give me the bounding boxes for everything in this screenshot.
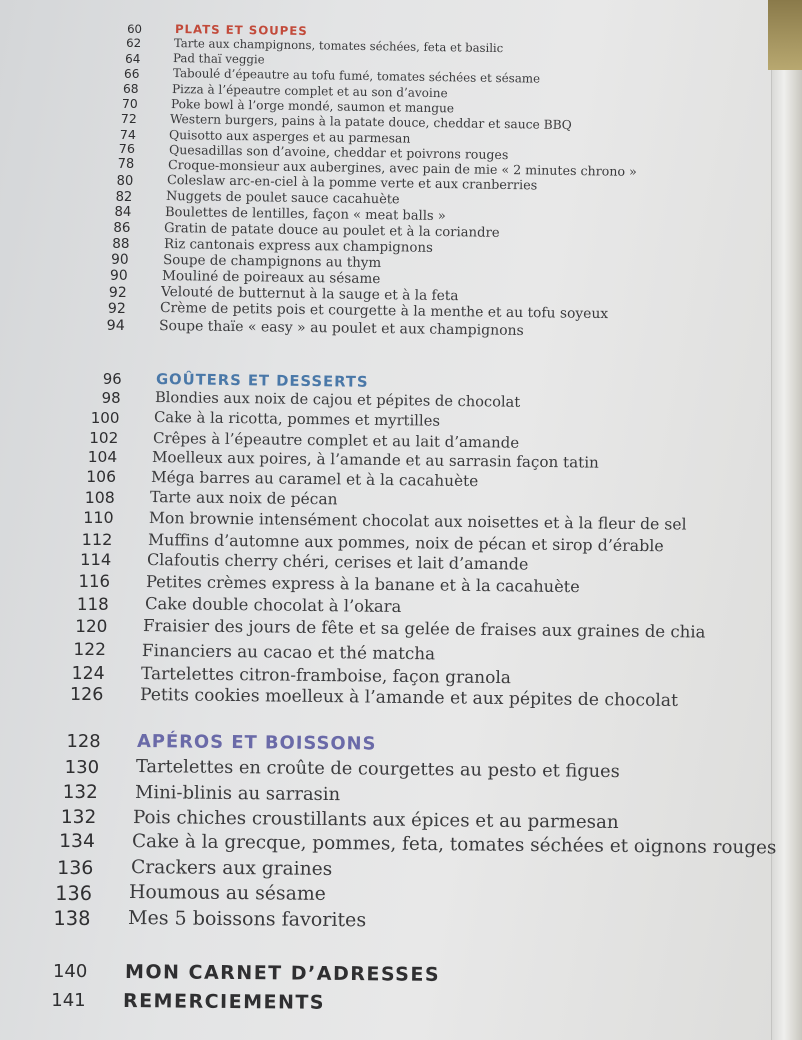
page-number: 136 [57,856,94,879]
recipe-title: Fraisier des jours de fête et sa gelée de fraises aux graines de chia [143,615,707,642]
page-number: 118 [76,593,109,614]
recipe-title: Soupe de champignons au thym [162,253,382,272]
section-heading: MON CARNET D’ADRESSES [124,961,441,987]
recipe-title: Muffins d’automne aux pommes, noix de pécan et sirop d’érable [147,530,664,556]
toc-entry [0,784,780,809]
toc-entry [0,806,780,834]
page-number: 70 [121,96,138,111]
toc-entry [0,593,780,619]
page-number: 134 [59,830,95,852]
toc-entry [0,510,780,532]
toc-entry [0,687,780,711]
recipe-title: Crêpes à l’épeautre complet et au lait d’amande [153,428,520,452]
recipe-title: Tarte aux champignons, tomates séchées, feta et basilic [174,36,504,56]
toc-entry [0,38,780,54]
page-number: 94 [106,317,125,334]
recipe-title: Mon brownie intensément chocolat aux noisettes et à la fleur de sel [149,508,687,534]
recipe-title: Petites crèmes express à la banane et à la cacahuète [145,571,580,597]
page-number: 78 [117,156,135,172]
page-number: 132 [60,806,97,828]
recipe-title: Cake à la ricotta, pommes et myrtilles [154,408,441,430]
recipe-title: Pizza à l’épeautre complet et au son d’avoine [171,81,448,101]
toc-entry [0,532,780,554]
recipe-title: Mini-blinis au sarrasin [134,782,340,806]
page-number: 130 [64,757,100,779]
page-number: 108 [84,488,115,508]
toc-entry [0,490,780,512]
section-heading: GOÛTERS ET DESSERTS [156,370,370,391]
recipe-title: Clafoutis cherry chéri, cerises et lait d’amande [146,549,529,574]
page-number: 102 [89,428,119,447]
toc-entry [0,319,780,339]
recipe-title: Crème de petits pois et courgette à la menthe et au tofu soyeux [160,300,609,323]
recipe-title: Velouté de butternut à la sauge et à la feta [160,284,459,305]
page-number: 76 [118,141,136,157]
page-number: 64 [125,52,141,67]
page-number: 92 [107,301,126,318]
closing-row [0,963,780,990]
page-number: 120 [75,615,108,636]
recipe-title: Financiers au cacao et thé matcha [142,639,436,663]
page-number: 124 [71,663,105,684]
recipe-title: Soupe thaïe « easy » au poulet et aux champignons [159,317,525,339]
page-number: 138 [53,907,91,931]
page-number: 128 [66,731,101,753]
page-number: 140 [52,961,88,983]
page-number: 100 [90,408,120,427]
recipe-title: Blondies aux noix de cajou et pépites de chocolat [155,388,521,411]
toc-entry [0,881,780,910]
page-number: 132 [62,782,98,803]
recipe-title: Quesadillas son d’avoine, cheddar et poivrons rouges [168,141,509,162]
recipe-title: Mes 5 boissons favorites [127,907,367,932]
recipe-title: Riz cantonais express aux champignons [163,237,433,257]
closing-row [0,992,780,1020]
page-number: 68 [122,81,139,96]
page-number: 112 [81,530,113,550]
page-number: 60 [127,22,142,37]
recipe-title: Moelleux aux poires, à l’amande et au sarrasin façon tatin [152,448,600,473]
toc-entry [0,470,780,491]
recipe-title: Coleslaw arc-en-ciel à la pomme verte et aux cranberries [166,172,538,194]
page-number: 82 [115,189,133,205]
recipe-title: Tartelettes citron-framboise, façon granola [140,663,511,688]
page-number: 90 [110,268,128,285]
toc-entry [0,428,780,452]
toc-entry [0,856,780,885]
toc-entry [0,615,780,642]
page-number: 114 [80,549,112,569]
recipe-title: Crackers aux graines [130,856,332,880]
toc-entry [0,549,780,574]
recipe-title: Cake à la grecque, pommes, feta, tomates séchées et oignons rouges [131,830,777,859]
recipe-title: Taboulé d’épeautre au tofu fumé, tomates séchées et sésame [172,66,540,86]
section-heading: PLATS ET SOUPES [174,22,308,39]
page-number: 84 [114,205,132,221]
toc-entry [0,450,780,471]
page-number: 98 [101,388,121,407]
recipe-title: Boulettes de lentilles, façon « meat balls » [165,205,447,225]
recipe-title: Nuggets de poulet sauce cacahuète [166,188,400,207]
recipe-title: Méga barres au caramel et à la cacahuète [151,468,479,491]
recipe-title: Quisotto aux asperges et au parmesan [169,126,411,146]
recipe-title: Tartelettes en croûte de courgettes au pesto et figues [135,757,620,783]
page-number: 86 [113,221,131,237]
recipe-title: Western burgers, pains à la patate douce, cheddar et sauce BBQ [170,111,573,132]
page-number: 92 [108,285,127,302]
toc-entry [0,830,780,859]
toc-entry [0,639,780,665]
page-number: 88 [112,236,130,253]
page-number: 74 [119,126,136,142]
section-heading: APÉROS ET BOISSONS [137,731,377,755]
page-number: 126 [69,685,104,706]
recipe-title: Pad thaï veggie [173,51,266,67]
toc-entry [0,663,780,690]
page-number: 110 [83,508,114,528]
page-number: 136 [55,881,92,905]
recipe-title: Houmous au sésame [129,881,327,905]
recipe-title: Mouliné de poireaux au sésame [161,268,381,288]
page-number: 90 [111,252,129,269]
recipe-title: Petits cookies moelleux à l’amande et aux pépites de chocolat [139,685,678,712]
page-number: 122 [73,639,107,660]
recipe-title: Pois chiches croustillants aux épices et au parmesan [133,806,619,833]
page-number: 72 [120,110,137,126]
toc-entry [0,759,780,784]
recipe-title: Croque-monsieur aux aubergines, avec pain de mie « 2 minutes chrono » [167,156,637,179]
recipe-title: Tarte aux noix de pécan [150,488,338,509]
toc-entry [0,110,780,132]
recipe-title: Poke bowl à l’orge mondé, saumon et mangue [170,96,455,116]
page-number: 116 [78,571,110,591]
page-number: 66 [124,67,140,82]
section-heading: REMERCIEMENTS [123,990,326,1014]
toc-entry [0,571,780,597]
page-number: 96 [102,370,122,388]
page-number: 62 [126,36,142,51]
page-number: 106 [86,468,117,487]
toc-entry [0,909,780,936]
page-number: 80 [116,173,134,189]
section-row [0,733,780,758]
page-number: 104 [87,448,118,467]
recipe-title: Gratin de patate douce au poulet et à la coriandre [164,221,501,242]
page-number: 141 [51,990,86,1012]
recipe-title: Cake double chocolat à l’okara [144,593,401,616]
